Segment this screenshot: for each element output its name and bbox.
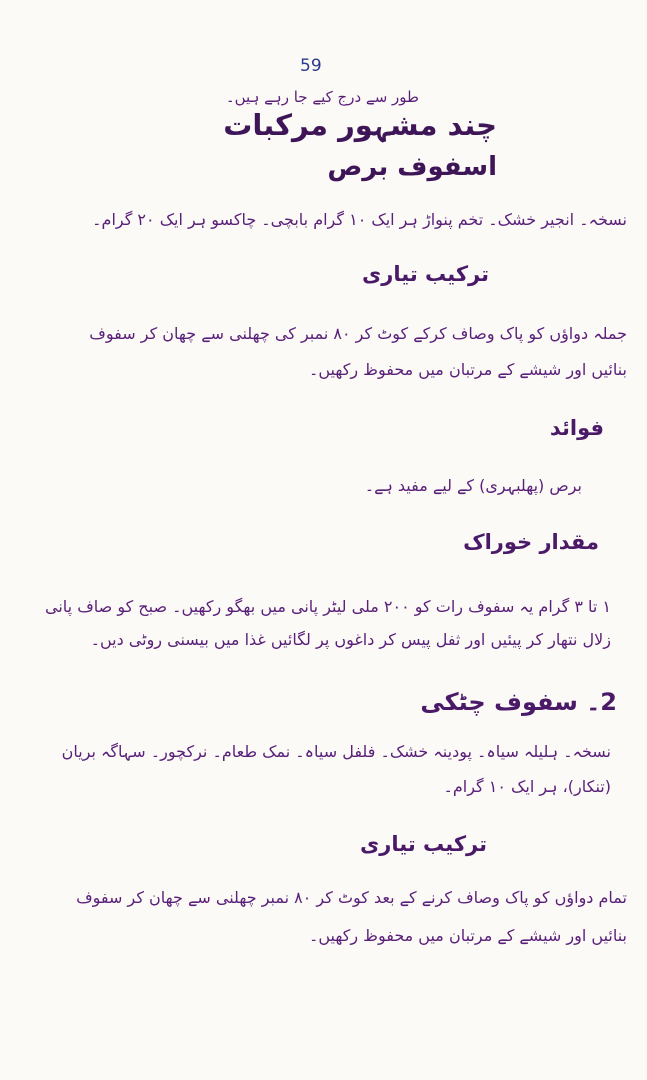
recipe1-tarkeeb-line1: جملہ دواؤں کو پاک وصاف کرکے کوٹ کر ۸۰ نمبر کی چھلنی سے چھان کر سفوف (89, 324, 627, 343)
recipe2-title: 2۔ سفوف چٹکی (420, 688, 617, 716)
recipe1-nuskha: نسخہ۔ انجیر خشک۔ تخم پنواڑ ہر ایک ۱۰ گرام بابچی۔ چاکسو ہر ایک ۲۰ گرام۔ (92, 210, 627, 229)
recipe1-title: اسفوف برص (327, 152, 497, 182)
main-heading: چند مشہور مرکبات (223, 108, 497, 142)
recipe2-tarkeeb-line2: بنائیں اور شیشے کے مرتبان میں محفوظ رکھیں۔ (308, 926, 627, 945)
recipe1-miqdar-heading: مقدار خوراک (463, 530, 599, 554)
recipe1-fawaid-text: برص (پھلبہری) کے لیے مفید ہے۔ (364, 476, 582, 495)
recipe1-miqdar-line2: زلال نتھار کر پیئیں اور ثفل پیس کر داغوں پر لگائیں غذا میں بیسنی روٹی دیں۔ (90, 630, 611, 649)
recipe2-tarkeeb-line1: تمام دواؤں کو پاک وصاف کرنے کے بعد کوٹ کر ۸۰ نمبر چھلنی سے چھان کر سفوف (76, 888, 627, 907)
recipe1-tarkeeb-line2: بنائیں اور شیشے کے مرتبان میں محفوظ رکھیں۔ (308, 360, 627, 379)
recipe1-miqdar-line1: ۱ تا ۳ گرام یہ سفوف رات کو ۲۰۰ ملی لیٹر پانی میں بھگو رکھیں۔ صبح کو صاف پانی (44, 597, 611, 616)
recipe2-nuskha-line2: (تنکار)، ہر ایک ۱۰ گرام۔ (443, 777, 611, 796)
recipe1-tarkeeb-heading: ترکیب تیاری (362, 262, 489, 286)
page-number: 59 (300, 56, 322, 76)
recipe2-tarkeeb-heading: ترکیب تیاری (360, 832, 487, 856)
intro-line: طور سے درج کیے جا رہے ہیں۔ (225, 88, 419, 106)
recipe2-nuskha-line1: نسخہ۔ ہلیلہ سیاہ۔ پودینہ خشک۔ فلفل سیاہ۔ نمک طعام۔ نرکچور۔ سہاگہ بریان (61, 742, 611, 761)
recipe1-fawaid-heading: فوائد (549, 416, 604, 440)
